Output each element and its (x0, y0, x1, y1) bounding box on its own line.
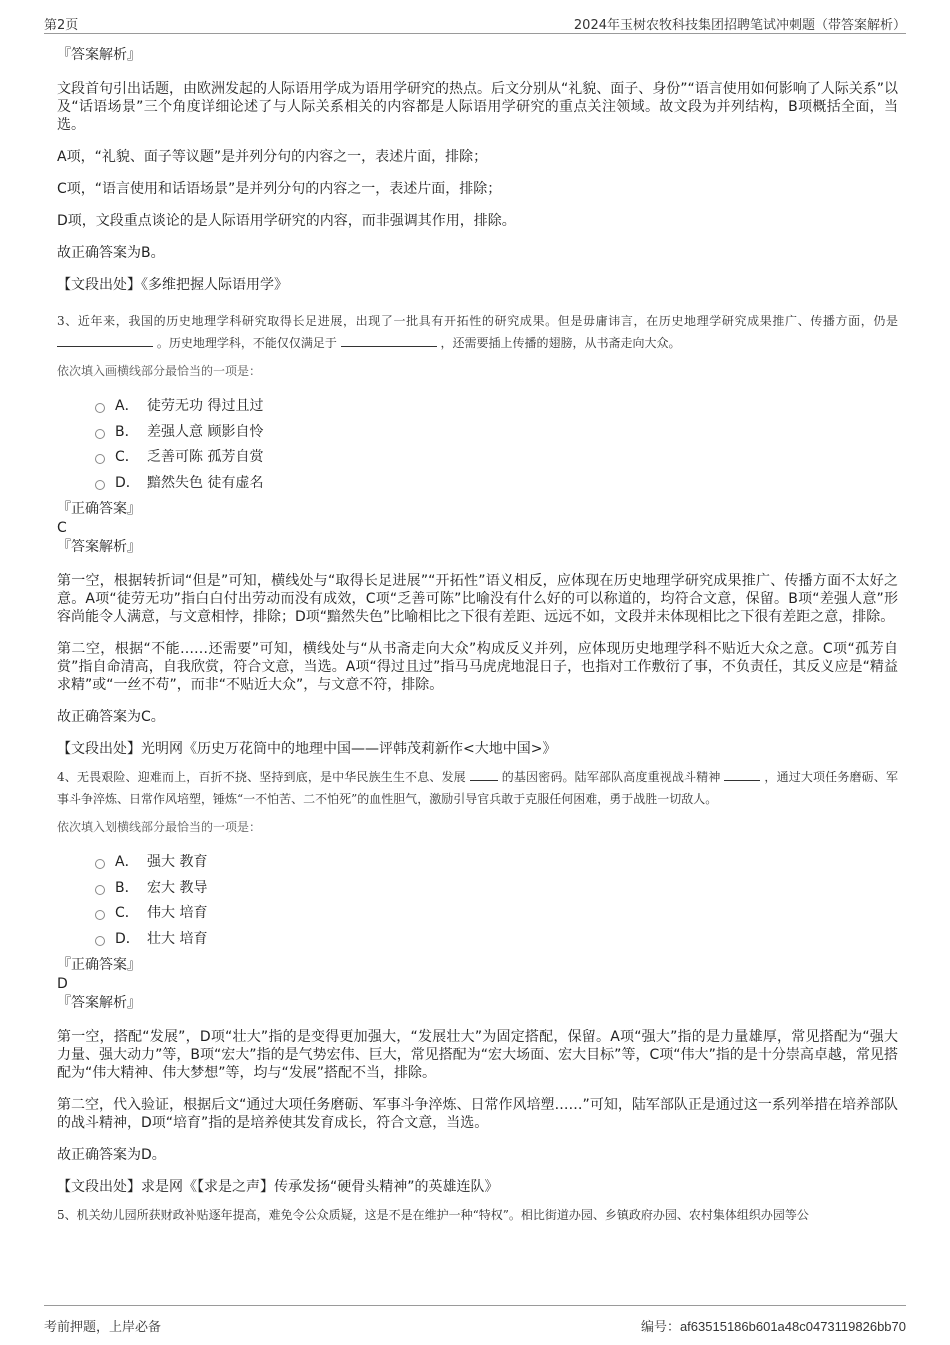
q4-analysis-label: 『答案解析』 (57, 995, 141, 1011)
radio-icon[interactable] (95, 936, 105, 946)
q4-correct-answer: D (57, 976, 68, 992)
q4-answer: 故正确答案为D。 (57, 1147, 166, 1163)
option-a[interactable]: A． 强大 教育 (95, 850, 898, 876)
blank-line (341, 334, 437, 347)
radio-icon[interactable] (95, 480, 105, 490)
q4-stem: 4、无畏艰险、迎难而上，百折不挠、坚持到底，是中华民族生生不息、发展 的基因密码。陆军部队高度重视战斗精神 ，通过大项任务磨砺、军事斗争淬炼、日常作风培塑，锤炼“一不怕苦、二不怕死”的血性胆气，激励引导官兵敢于克服任何困难，勇于战胜一切敌人。 (57, 770, 898, 806)
q3-options (95, 394, 898, 496)
blank-line (470, 768, 498, 781)
q3-stem: 3、近年来，我国的历史地理学科研究取得长足进展，出现了一批具有开拓性的研究成果。但是毋庸讳言，在历史地理学研究成果推广、传播方面，仍是 。历史地理学科，不能仅仅满足于 ，还需要插上传播的翅膀，从书斋走向大众。 (57, 314, 898, 350)
option-c[interactable]: C． 伟大 培育 (95, 901, 898, 927)
q4-source: 【文段出处】求是网《【求是之声】传承发扬“硬骨头精神”的英雄连队》 (57, 1179, 499, 1195)
q2-answer: 故正确答案为B。 (57, 245, 165, 261)
q3-analysis-para: 第一空，根据转折词“但是”可知，横线处与“取得长足进展”“开拓性”语义相反，应体现在历史地理学研究成果推广、传播方面不太好之意。A项“徒劳无功”指白白付出劳动而没有成效，C项“乏善可陈”比喻没有什么好的可以称道的，均符合文意，保留。B项“差强人意”形容尚能令人满意，与文意相悖，排除；D项“黯然失色”比喻相比之下很有差距、远远不如，文段并未体现相比之下很有差距之意，排除。 (57, 573, 898, 625)
page-footer (44, 1305, 906, 1339)
document-title: 2024年玉树农牧科技集团招聘笔试冲刺题（带答案解析） (573, 18, 906, 33)
q2-analysis-para: A项，“礼貌、面子等议题”是并列分句的内容之一，表述片面，排除； (57, 149, 488, 165)
q3-correct-answer: C (57, 520, 67, 536)
page-content (57, 46, 898, 1234)
q2-analysis-para: 文段首句引出话题，由欧洲发起的人际语用学成为语用学研究的热点。后文分别从“礼貌、面子、身份”“语言使用如何影响了人际关系”以及“话语场景”三个角度详细论述了与人际关系相关的内容都是人际语用学研究的重点关注领域。故文段为并列结构，B项概括全面，当选。 (57, 81, 899, 133)
radio-icon[interactable] (95, 859, 105, 869)
q4-analysis-para: 第二空，代入验证，根据后文“通过大项任务磨砺、军事斗争淬炼、日常作风培塑……”可知，陆军部队正是通过这一系列举措在培养部队的战斗精神，D项“培育”指的是培养使其发育成长，符合文意，当选。 (57, 1097, 898, 1131)
q4-correct-label: 『正确答案』 (57, 957, 141, 973)
option-d[interactable]: D． 壮大 培育 (95, 927, 898, 953)
page-number: 第2页 (44, 18, 79, 33)
q4-instruction: 依次填入划横线部分最恰当的一项是： (57, 820, 262, 834)
q3-analysis-para: 第二空，根据“不能……还需要”可知，横线处与“从书斋走向大众”构成反义并列，应体现历史地理学科不贴近大众之意。C项“孤芳自赏”指自命清高，自我欣赏，符合文意，当选。A项“得过且过”指马马虎虎地混日子，也指对工作敷衍了事，不负责任，其反义应是“精益求精”或“一丝不苟”，而非“不贴近大众”，与文意不符，排除。 (57, 641, 898, 693)
q3-analysis-label: 『答案解析』 (57, 539, 141, 555)
q4-analysis-para: 第一空，搭配“发展”，D项“壮大”指的是变得更加强大，“发展壮大”为固定搭配，保留。A项“强大”指的是力量雄厚，常见搭配为“强大力量、强大动力”等，B项“宏大”指的是气势宏伟、巨大，常见搭配为“宏大场面、宏大目标”等，C项“伟大”指的是十分崇高卓越，常见搭配为“伟大精神、伟大梦想”等，均与“发展”搭配不当，排除。 (57, 1029, 898, 1081)
q2-analysis-para: D项，文段重点谈论的是人际语用学研究的内容，而非强调其作用，排除。 (57, 213, 516, 229)
q3-source: 【文段出处】光明网《历史万花筒中的地理中国——评韩茂莉新作<大地中国>》 (57, 741, 557, 757)
radio-icon[interactable] (95, 403, 105, 413)
radio-icon[interactable] (95, 454, 105, 464)
option-a[interactable]: A． 徒劳无功 得过且过 (95, 394, 898, 420)
q2-analysis-para: C项，“语言使用和话语场景”是并列分句的内容之一，表述片面，排除； (57, 181, 502, 197)
q3-answer: 故正确答案为C。 (57, 709, 165, 725)
option-c[interactable]: C． 乏善可陈 孤芳自赏 (95, 445, 898, 471)
option-d[interactable]: D． 黯然失色 徒有虚名 (95, 471, 898, 497)
option-b[interactable]: B． 差强人意 顾影自怜 (95, 420, 898, 446)
q3-instruction: 依次填入画横线部分最恰当的一项是： (57, 364, 262, 378)
radio-icon[interactable] (95, 429, 105, 439)
footer-slogan: 考前押题，上岸必备 (44, 1320, 162, 1335)
q5-stem: 5、机关幼儿园所获财政补贴逐年提高，难免令公众质疑，这是不是在维护一种“特权”。相比街道办园、乡镇政府办园、农村集体组织办园等公 (57, 1208, 809, 1222)
q3-correct-label: 『正确答案』 (57, 501, 141, 517)
q2-source: 【文段出处】《多维把握人际语用学》 (57, 277, 288, 293)
document-id: 编号：af63515186b601a48c0473119826bb70 (640, 1319, 906, 1334)
page-header (44, 8, 906, 34)
radio-icon[interactable] (95, 910, 105, 920)
q4-options (95, 850, 898, 952)
radio-icon[interactable] (95, 885, 105, 895)
q2-analysis-label: 『答案解析』 (57, 47, 141, 63)
blank-line (57, 334, 153, 347)
blank-line (724, 768, 760, 781)
option-b[interactable]: B． 宏大 教导 (95, 876, 898, 902)
